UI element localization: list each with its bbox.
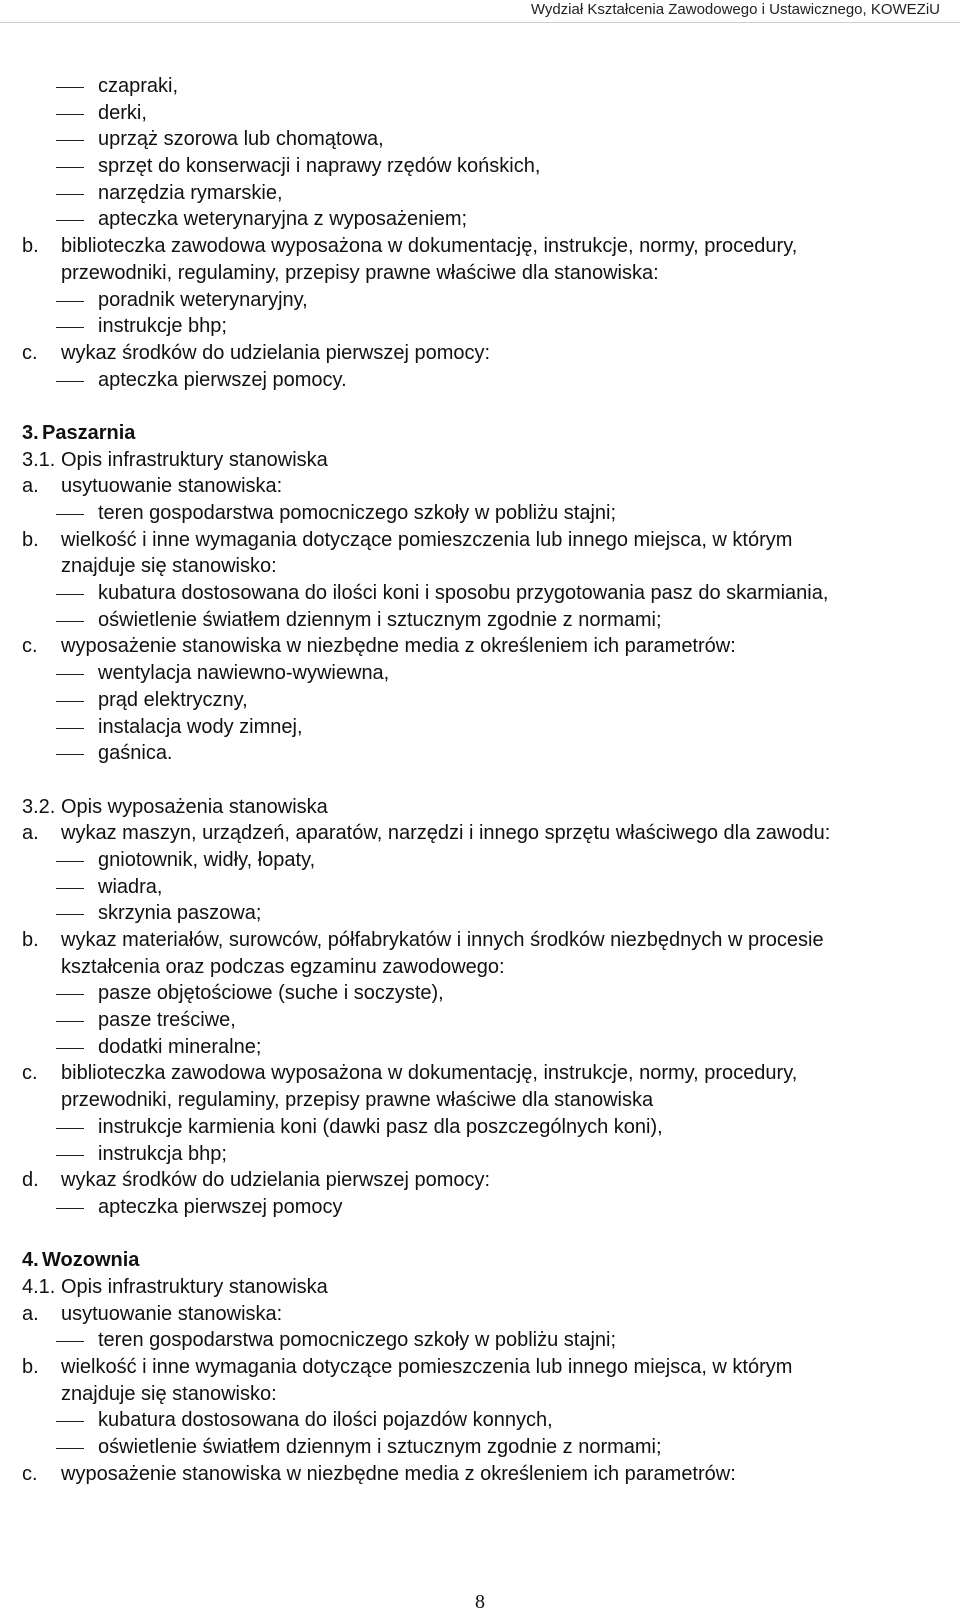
dash-item-text: poradnik weterynaryjny, [98, 288, 308, 311]
lettered-list-item [0, 927, 960, 954]
list-letter: b. [22, 528, 39, 551]
dash-item-text: teren gospodarstwa pomocniczego szkoły w pobliżu stajni; [98, 1329, 617, 1352]
continuation-line [0, 1381, 960, 1408]
dash-list-item [0, 126, 960, 153]
dash-list-item [0, 1194, 960, 1221]
dash-item-text: kubatura dostosowana do ilości pojazdów konnych, [98, 1409, 553, 1432]
lettered-item-text: usytuowanie stanowiska: [61, 475, 283, 498]
dash-item-text: gaśnica. [98, 742, 173, 765]
dash-list-item [0, 980, 960, 1007]
lettered-item-text: wykaz materiałów, surowców, półfabrykatów i innych środków niezbędnych w procesie [61, 929, 824, 951]
lettered-item-text: wykaz maszyn, urządzeń, aparatów, narzędzi i innego sprzętu właściwego dla zawodu: [61, 822, 831, 845]
continuation-text: przewodniki, regulaminy, przepisy prawne właściwe dla stanowiska: [61, 261, 659, 284]
dash-item-text: oświetlenie światłem dziennym i sztucznym zgodnie z normami; [98, 608, 662, 631]
list-letter: c. [22, 1462, 38, 1485]
dash-list-item [0, 607, 960, 634]
subsection-heading [0, 447, 960, 474]
continuation-line [0, 954, 960, 981]
dash-item-text: sprzęt do konserwacji i naprawy rzędów końskich, [98, 155, 541, 178]
lettered-item-text: biblioteczka zawodowa wyposażona w dokumentację, instrukcje, normy, procedury, [61, 235, 798, 258]
continuation-line [0, 1087, 960, 1114]
subsection-title: Opis wyposażenia stanowiska [61, 795, 328, 818]
dash-list-item [0, 687, 960, 714]
section-heading [0, 1247, 960, 1274]
lettered-list-item [0, 1060, 960, 1087]
dash-list-item [0, 500, 960, 527]
dash-list-item [0, 1327, 960, 1354]
lettered-list-item [0, 820, 960, 847]
document-body [0, 73, 960, 1487]
blank-line [0, 1221, 960, 1248]
list-letter: a. [22, 1302, 39, 1325]
dash-list-item [0, 367, 960, 394]
subsection-heading [0, 1274, 960, 1301]
list-letter: d. [22, 1169, 39, 1192]
lettered-list-item [0, 340, 960, 367]
lettered-list-item [0, 1354, 960, 1381]
section-number: 4. [22, 1249, 39, 1272]
subsection-title: Opis infrastruktury stanowiska [61, 1275, 328, 1298]
dash-list-item [0, 714, 960, 741]
list-letter: b. [22, 1356, 39, 1378]
dash-item-text: instrukcje bhp; [98, 315, 227, 338]
continuation-text: znajduje się stanowisko: [61, 1382, 277, 1405]
page-number: 8 [475, 1591, 485, 1613]
dash-list-item [0, 847, 960, 874]
lettered-list-item [0, 1461, 960, 1488]
dash-item-text: kubatura dostosowana do ilości koni i sposobu przygotowania pasz do skarmiania, [98, 582, 829, 605]
lettered-list-item [0, 233, 960, 260]
header-divider [0, 22, 960, 23]
lettered-item-text: wykaz środków do udzielania pierwszej pomocy: [61, 1169, 491, 1192]
dash-item-text: instalacja wody zimnej, [98, 715, 303, 738]
lettered-item-text: wielkość i inne wymagania dotyczące pomieszczenia lub innego miejsca, w którym [61, 1356, 793, 1378]
dash-list-item [0, 287, 960, 314]
continuation-line [0, 553, 960, 580]
continuation-text: kształcenia oraz podczas egzaminu zawodowego: [61, 955, 505, 978]
dash-list-item [0, 580, 960, 607]
lettered-list-item [0, 1167, 960, 1194]
subsection-number: 3.1. [22, 448, 56, 471]
dash-list-item [0, 660, 960, 687]
dash-item-text: apteczka weterynaryjna z wyposażeniem; [98, 208, 468, 231]
dash-item-text: apteczka pierwszej pomocy. [98, 368, 347, 391]
dash-item-text: teren gospodarstwa pomocniczego szkoły w pobliżu stajni; [98, 502, 617, 524]
dash-item-text: instrukcja bhp; [98, 1142, 227, 1165]
dash-item-text: skrzynia paszowa; [98, 902, 262, 925]
dash-list-item [0, 874, 960, 901]
subsection-title: Opis infrastruktury stanowiska [61, 448, 328, 471]
section-title: Paszarnia [42, 421, 136, 444]
dash-list-item [0, 313, 960, 340]
dash-item-text: wentylacja nawiewno-wywiewna, [98, 662, 390, 685]
dash-list-item [0, 180, 960, 207]
dash-item-text: dodatki mineralne; [98, 1035, 262, 1058]
dash-item-text: gniotownik, widły, łopaty, [98, 848, 316, 871]
list-letter: b. [22, 929, 39, 951]
lettered-item-text: wielkość i inne wymagania dotyczące pomieszczenia lub innego miejsca, w którym [61, 528, 793, 551]
dash-list-item [0, 1407, 960, 1434]
dash-item-text: wiadra, [98, 875, 163, 898]
list-letter: a. [22, 822, 39, 845]
lettered-item-text: wykaz środków do udzielania pierwszej pomocy: [61, 341, 491, 364]
dash-item-text: pasze treściwe, [98, 1009, 236, 1032]
dash-list-item [0, 100, 960, 127]
dash-list-item [0, 1007, 960, 1034]
continuation-line [0, 260, 960, 287]
dash-item-text: narzędzia rymarskie, [98, 181, 283, 204]
continuation-text: znajduje się stanowisko: [61, 555, 277, 578]
blank-line [0, 767, 960, 794]
lettered-item-text: wyposażenie stanowiska w niezbędne media z określeniem ich parametrów: [61, 1462, 736, 1485]
blank-line [0, 393, 960, 420]
dash-item-text: uprząż szorowa lub chomątowa, [98, 128, 384, 151]
subsection-number: 4.1. [22, 1275, 56, 1298]
list-letter: c. [22, 635, 38, 658]
section-number: 3. [22, 421, 39, 444]
subsection-heading [0, 794, 960, 821]
dash-item-text: apteczka pierwszej pomocy [98, 1195, 343, 1218]
lettered-list-item [0, 473, 960, 500]
dash-item-text: derki, [98, 101, 147, 124]
dash-list-item [0, 900, 960, 927]
lettered-item-text: wyposażenie stanowiska w niezbędne media z określeniem ich parametrów: [61, 635, 736, 658]
dash-item-text: prąd elektryczny, [98, 688, 248, 711]
list-letter: a. [22, 475, 39, 498]
dash-item-text: czapraki, [98, 75, 179, 97]
dash-item-text: pasze objętościowe (suche i soczyste), [98, 982, 444, 1005]
dash-list-item [0, 206, 960, 233]
dash-list-item [0, 1434, 960, 1461]
dash-item-text: instrukcje karmienia koni (dawki pasz dla poszczególnych koni), [98, 1115, 663, 1138]
section-heading [0, 420, 960, 447]
dash-list-item [0, 73, 960, 100]
lettered-item-text: biblioteczka zawodowa wyposażona w dokumentację, instrukcje, normy, procedury, [61, 1062, 798, 1085]
lettered-list-item [0, 527, 960, 554]
dash-list-item [0, 740, 960, 767]
list-letter: b. [22, 235, 39, 258]
lettered-list-item [0, 633, 960, 660]
list-letter: c. [22, 341, 38, 364]
subsection-number: 3.2. [22, 795, 56, 818]
page-header: Wydział Kształcenia Zawodowego i Ustawicznego, KOWEZiU [530, 1, 940, 18]
dash-list-item [0, 1114, 960, 1141]
dash-item-text: oświetlenie światłem dziennym i sztucznym zgodnie z normami; [98, 1436, 662, 1459]
dash-list-item [0, 153, 960, 180]
section-title: Wozownia [42, 1249, 140, 1272]
list-letter: c. [22, 1062, 38, 1085]
lettered-list-item [0, 1301, 960, 1328]
continuation-text: przewodniki, regulaminy, przepisy prawne właściwe dla stanowiska [61, 1089, 654, 1112]
dash-list-item [0, 1034, 960, 1061]
dash-list-item [0, 1141, 960, 1168]
lettered-item-text: usytuowanie stanowiska: [61, 1302, 283, 1325]
